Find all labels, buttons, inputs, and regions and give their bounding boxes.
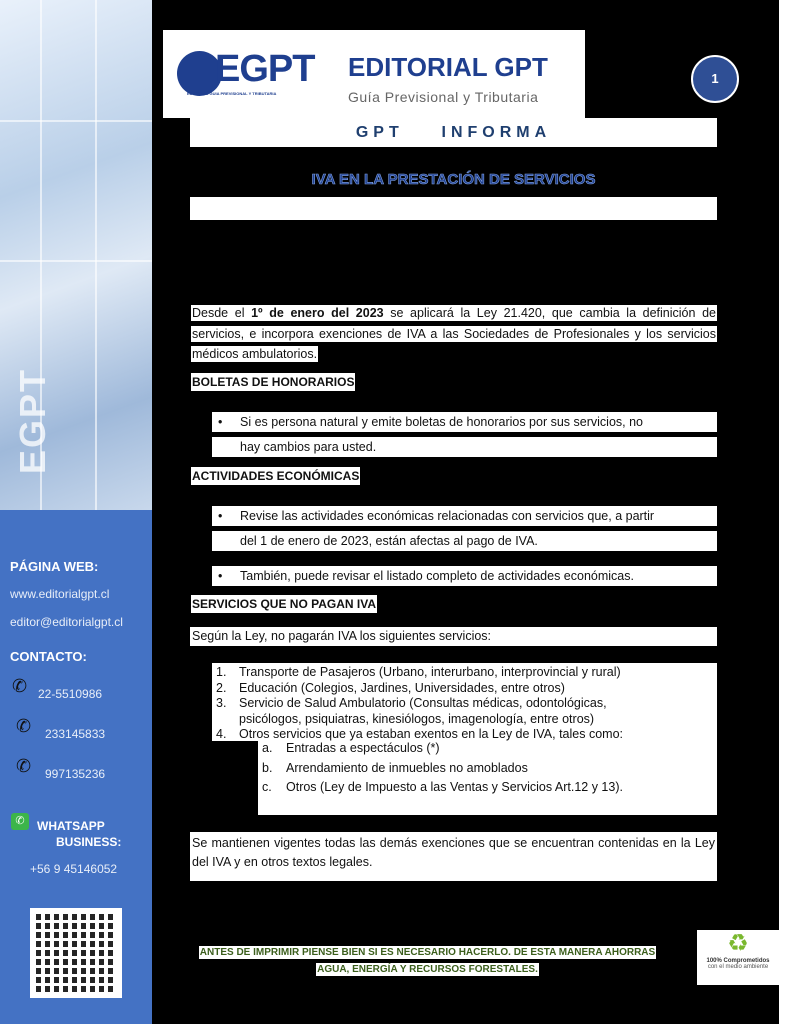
- phone-number: 997135236: [45, 767, 106, 781]
- whatsapp-icon: ✆: [11, 813, 29, 830]
- blank-bar: [190, 197, 717, 220]
- sublist-item: c. Otros (Ley de Impuesto a las Ventas y Servicios Art.12 y 13).: [262, 780, 623, 794]
- eco-text: con el medio ambiente: [707, 964, 769, 970]
- list-item: 2. Educación (Colegios, Jardines, Universidades, entre otros): [216, 680, 565, 695]
- phone-number: 233145833: [45, 727, 106, 741]
- bullet-item-cont: del 1 de enero de 2023, están afectas al pago de IVA.: [212, 531, 717, 551]
- eco-badge: [697, 930, 779, 985]
- logo-text: EGPT: [215, 48, 315, 90]
- page-edge: [779, 0, 791, 1024]
- page-number-badge: 1: [691, 55, 739, 103]
- sidebar-logo: EGPT: [12, 367, 54, 475]
- bullet-item-cont: hay cambios para usted.: [212, 437, 717, 457]
- brand-tagline: Guía Previsional y Tributaria: [348, 89, 539, 105]
- page-title: IVA EN LA PRESTACIÓN DE SERVICIOS: [311, 171, 596, 188]
- whatsapp-label: BUSINESS:: [56, 835, 122, 849]
- exempt-services-list: [212, 663, 717, 741]
- phone-icon: ✆: [12, 676, 28, 696]
- bullet-item: • También, puede revisar el listado completo de actividades económicas.: [212, 566, 717, 586]
- list-item: 4. Otros servicios que ya estaban exentos en la Ley de IVA, tales como:: [216, 727, 624, 741]
- sublist-item: a. Entradas a espectáculos (*): [262, 741, 440, 755]
- recycle-icon: ♻: [727, 930, 749, 957]
- sublist-item: b. Arrendamiento de inmuebles no amoblados: [262, 760, 528, 775]
- print-notice: ANTES DE IMPRIMIR PIENSE BIEN SI ES NECESARIO HACERLO. DE ESTA MANERA AHORRAS AGUA, ENERGÍA Y RECURSOS FORESTALES.: [199, 947, 656, 975]
- bullet-item: • Si es persona natural y emite boletas de honorarios por sus servicios, no: [212, 412, 717, 432]
- bullet-item: • Revise las actividades económicas relacionadas con servicios que, a partir: [212, 506, 717, 526]
- list-item: 3. Servicio de Salud Ambulatorio (Consultas médicas, odontológicas,: [216, 696, 607, 710]
- brand-name: EDITORIAL GPT: [348, 52, 548, 82]
- phone-icon: ✆: [16, 716, 32, 736]
- sidebar-building-image: [0, 0, 152, 510]
- section-heading-boletas: BOLETAS DE HONORARIOS: [192, 375, 355, 389]
- logo-subtext: EDITORIAL GUIA PREVISIONAL Y TRIBUTARIA: [187, 91, 277, 96]
- exempt-services-sublist: [258, 741, 717, 815]
- web-heading: PÁGINA WEB:: [10, 559, 99, 574]
- whatsapp-number: +56 9 45146052: [30, 862, 118, 876]
- qr-code: [30, 908, 122, 998]
- list-item-cont: psicólogos, psiquiatras, kinesiólogos, imagenología, entre otros): [239, 711, 595, 726]
- services-intro: Según la Ley, no pagarán IVA los siguientes servicios:: [190, 627, 717, 646]
- closing-paragraph: Se mantienen vigentes todas las demás exenciones que se encuentran contenidas en la Ley del IVA y en otros textos legales.: [190, 832, 717, 881]
- phone-icon: ✆: [16, 756, 32, 776]
- website-link[interactable]: www.editorialgpt.cl: [10, 587, 110, 601]
- list-item: 1. Transporte de Pasajeros (Urbano, interurbano, interprovincial y rural): [216, 665, 621, 679]
- email-link[interactable]: editor@editorialgpt.cl: [10, 615, 123, 629]
- eco-text: 100% Comprometidos: [706, 958, 770, 964]
- gpt-informa-banner: GPT INFORMA: [190, 118, 717, 147]
- section-heading-actividades: ACTIVIDADES ECONÓMICAS: [192, 469, 360, 483]
- section-heading-servicios: SERVICIOS QUE NO PAGAN IVA: [192, 597, 377, 611]
- intro-paragraph: Desde el 1º de enero del 2023 se aplicará la Ley 21.420, que cambia la definición de servicios, e incorpora exenciones de IVA a las Sociedades de Profesionales y los servicios médicos ambulatorios.: [192, 306, 716, 361]
- contact-heading: CONTACTO:: [10, 649, 87, 664]
- phone-number: 22-5510986: [38, 687, 103, 701]
- whatsapp-label: WHATSAPP: [37, 819, 105, 833]
- header-logo-box: [163, 30, 585, 118]
